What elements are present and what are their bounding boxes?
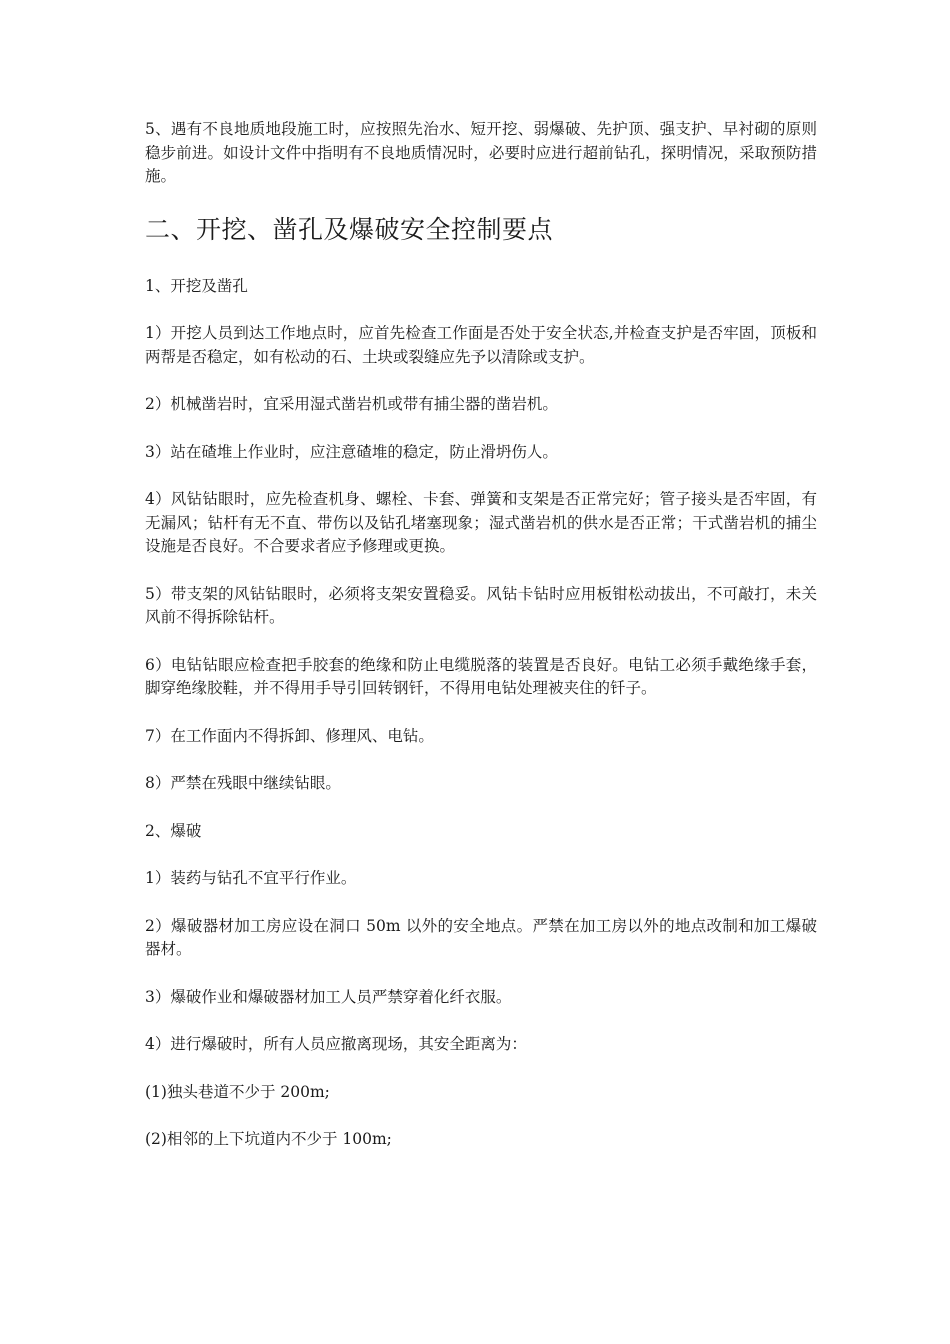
excavation-item-7: 7）在工作面内不得拆卸、修理风、电钻。 bbox=[145, 726, 434, 745]
blasting-distance-2: (2)相邻的上下坑道内不少于 100m; bbox=[145, 1130, 392, 1148]
excavation-item-1: 1）开挖人员到达工作地点时，应首先检查工作面是否处于安全状态,并检查支护是否牢固，顶板和两帮是否稳定，如有松动的石、土块或裂缝应先予以清除或支护。 bbox=[145, 324, 817, 366]
blasting-item-3: 3）爆破作业和爆破器材加工人员严禁穿着化纤衣服。 bbox=[145, 987, 512, 1006]
excavation-item-8: 8）严禁在残眼中继续钻眼。 bbox=[145, 774, 341, 792]
excavation-item-3: 3）站在碴堆上作业时，应注意碴堆的稳定，防止滑坍伤人。 bbox=[145, 442, 558, 461]
document-page bbox=[145, 118, 817, 1176]
blasting-item-2: 2）爆破器材加工房应设在洞口 50m 以外的安全地点。严禁在加工房以外的地点改制和加工爆破器材。 bbox=[145, 916, 817, 958]
blasting-distance-1: (1)独头巷道不少于 200m; bbox=[145, 1082, 330, 1101]
blasting-item-4: 4）进行爆破时，所有人员应撤离现场，其安全距离为： bbox=[145, 1035, 527, 1053]
section-heading: 二、开挖、凿孔及爆破安全控制要点 bbox=[145, 214, 554, 244]
excavation-item-5: 5）带支架的风钻钻眼时，必须将支架安置稳妥。风钻卡钻时应用板钳松动拔出，不可敲打，未关风前不得拆除钻杆。 bbox=[145, 584, 817, 626]
blasting-item-1: 1）装药与钻孔不宜平行作业。 bbox=[145, 869, 357, 887]
subsection-title-excavation: 1、开挖及凿孔 bbox=[145, 276, 248, 295]
excavation-item-4: 4）风钻钻眼时，应先检查机身、螺栓、卡套、弹簧和支架是否正常完好；管子接头是否牢固，有无漏风；钻杆有无不直、带伤以及钻孔堵塞现象；湿式凿岩机的供水是否正常；干式凿岩机的捕尘设施是否良好。不合要求者应予修理或更换。 bbox=[145, 490, 817, 555]
intro-paragraph: 5、遇有不良地质地段施工时，应按照先治水、短开挖、弱爆破、先护顶、强支护、早衬砌的原则稳步前进。如设计文件中指明有不良地质情况时，必要时应进行超前钻孔，探明情况，采取预防措施。 bbox=[145, 120, 817, 185]
subsection-title-blasting: 2、爆破 bbox=[145, 821, 202, 840]
excavation-item-6: 6）电钻钻眼应检查把手胶套的绝缘和防止电缆脱落的装置是否良好。电钻工必须手戴绝缘手套，脚穿绝缘胶鞋，并不得用手导引回转钢钎，不得用电钻处理被夹住的钎子。 bbox=[145, 655, 817, 697]
excavation-item-2: 2）机械凿岩时，宜采用湿式凿岩机或带有捕尘器的凿岩机。 bbox=[145, 395, 558, 413]
